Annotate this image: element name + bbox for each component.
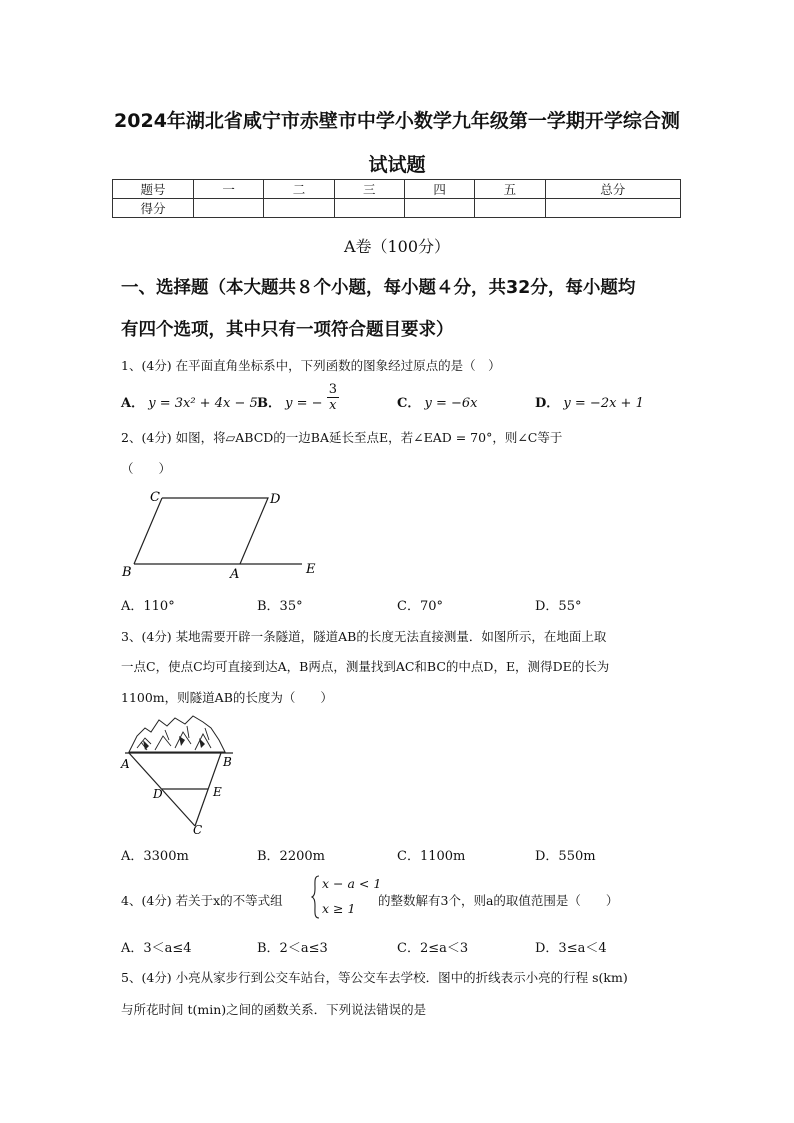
q1-option-a [121, 392, 258, 411]
exam-title-line-2: 试试题 [368, 154, 426, 176]
parallelogram-top-right-sides [162, 498, 268, 564]
fraction [327, 382, 339, 413]
question-4-stem-end: 的整数解有3个，则a的取值范围是（ ） [378, 893, 619, 908]
option-expression: y = −6x [424, 396, 478, 411]
section-heading-line-2: 有四个选项，其中只有一项符合题目要求） [121, 320, 454, 340]
parallelogram-figure [112, 484, 332, 584]
score-table-score-row [113, 199, 681, 218]
score-cell: 五 [475, 180, 545, 199]
score-cell: 三 [334, 180, 404, 199]
q2-option-c: C．70° [397, 599, 443, 614]
point-label-a: A [121, 757, 130, 771]
score-table [112, 179, 681, 218]
q1-option-b [257, 382, 339, 418]
parallelogram-left-side [134, 498, 162, 564]
point-label-e: E [213, 785, 222, 799]
inequality-1: x − a < 1 [322, 876, 382, 891]
option-expression: y = − [285, 396, 323, 411]
option-expression: y = 3x² + 4x − 5 [148, 396, 258, 411]
option-label: C． [397, 396, 421, 411]
question-4-stem-start: 4、(4分) 若关于x的不等式组 [121, 893, 283, 908]
point-label-d: D [153, 787, 163, 801]
q2-option-a: A．110° [121, 599, 175, 614]
q4-option-d: D．3≤a＜4 [535, 941, 607, 956]
q2-option-d: D．55° [535, 599, 582, 614]
score-table-header-row [113, 180, 681, 199]
score-cell: 总分 [545, 180, 680, 199]
score-cell: 一 [194, 180, 264, 199]
score-cell [194, 199, 264, 218]
score-cell: 二 [264, 180, 334, 199]
fraction-numerator: 3 [328, 382, 337, 397]
point-label-b: B [223, 755, 232, 769]
q1-option-c [397, 392, 478, 411]
score-cell: 得分 [113, 199, 194, 218]
point-label-b: B [122, 565, 132, 580]
section-heading-line-1: 一、选择题（本大题共８个小题，每小题４分，共32分，每小题均 [121, 278, 636, 298]
q3-option-d: D．550m [535, 849, 596, 864]
q2-option-b: B．35° [257, 599, 303, 614]
point-label-d: D [270, 492, 281, 507]
point-label-c: C [150, 490, 160, 505]
q1-option-d [535, 392, 644, 411]
q3-option-c: C．1100m [397, 849, 466, 864]
score-cell [264, 199, 334, 218]
exam-title-line-1: 2024年湖北省咸宁市赤壁市中学小数学九年级第一学期开学综合测 [114, 110, 680, 132]
fraction-denominator: x [329, 398, 337, 413]
paper-a-heading: A卷（100分） [343, 237, 451, 256]
q4-option-a: A．3＜a≤4 [121, 941, 192, 956]
question-3-line-1: 3、(4分) 某地需要开辟一条隧道，隧道AB的长度无法直接测量．如图所示，在地面上取 [121, 629, 607, 644]
question-3-line-2: 一点C，使点C均可直接到达A，B两点，测量找到AC和BC的中点D，E，测得DE的长为 [121, 659, 610, 674]
point-label-a: A [230, 567, 240, 582]
point-label-c: C [193, 823, 203, 835]
inequality-2: x ≥ 1 [322, 901, 356, 916]
score-cell: 题号 [113, 180, 194, 199]
score-cell [545, 199, 680, 218]
q3-option-b: B．2200m [257, 849, 325, 864]
q4-option-c: C．2≤a＜3 [397, 941, 469, 956]
score-cell [475, 199, 545, 218]
question-2-blank: （ ） [121, 461, 172, 476]
score-cell [404, 199, 474, 218]
option-label: A． [121, 396, 145, 411]
tunnel-figure [115, 710, 240, 835]
option-expression: y = −2x + 1 [563, 396, 644, 411]
point-label-e: E [306, 562, 316, 577]
question-2-stem: 2、(4分) 如图，将▱ABCD的一边BA延长至点E，若∠EAD = 70°，则∠C等于 [121, 430, 563, 445]
q3-option-a: A．3300m [121, 849, 189, 864]
q4-option-b: B．2＜a≤3 [257, 941, 328, 956]
question-5-line-2: 与所花时间 t(min)之间的函数关系．下列说法错误的是 [121, 1002, 427, 1017]
score-cell: 四 [404, 180, 474, 199]
question-5-line-1: 5、(4分) 小亮从家步行到公交车站台，等公交车去学校．图中的折线表示小亮的行程 s(km) [121, 970, 628, 985]
question-3-line-3: 1100m，则隧道AB的长度为（ ） [121, 690, 333, 705]
question-1-stem: 1、(4分) 在平面直角坐标系中，下列函数的图象经过原点的是（ ） [121, 358, 501, 373]
option-label: D． [535, 396, 560, 411]
option-label: B． [257, 396, 281, 411]
brace-icon [311, 874, 321, 920]
score-cell [334, 199, 404, 218]
